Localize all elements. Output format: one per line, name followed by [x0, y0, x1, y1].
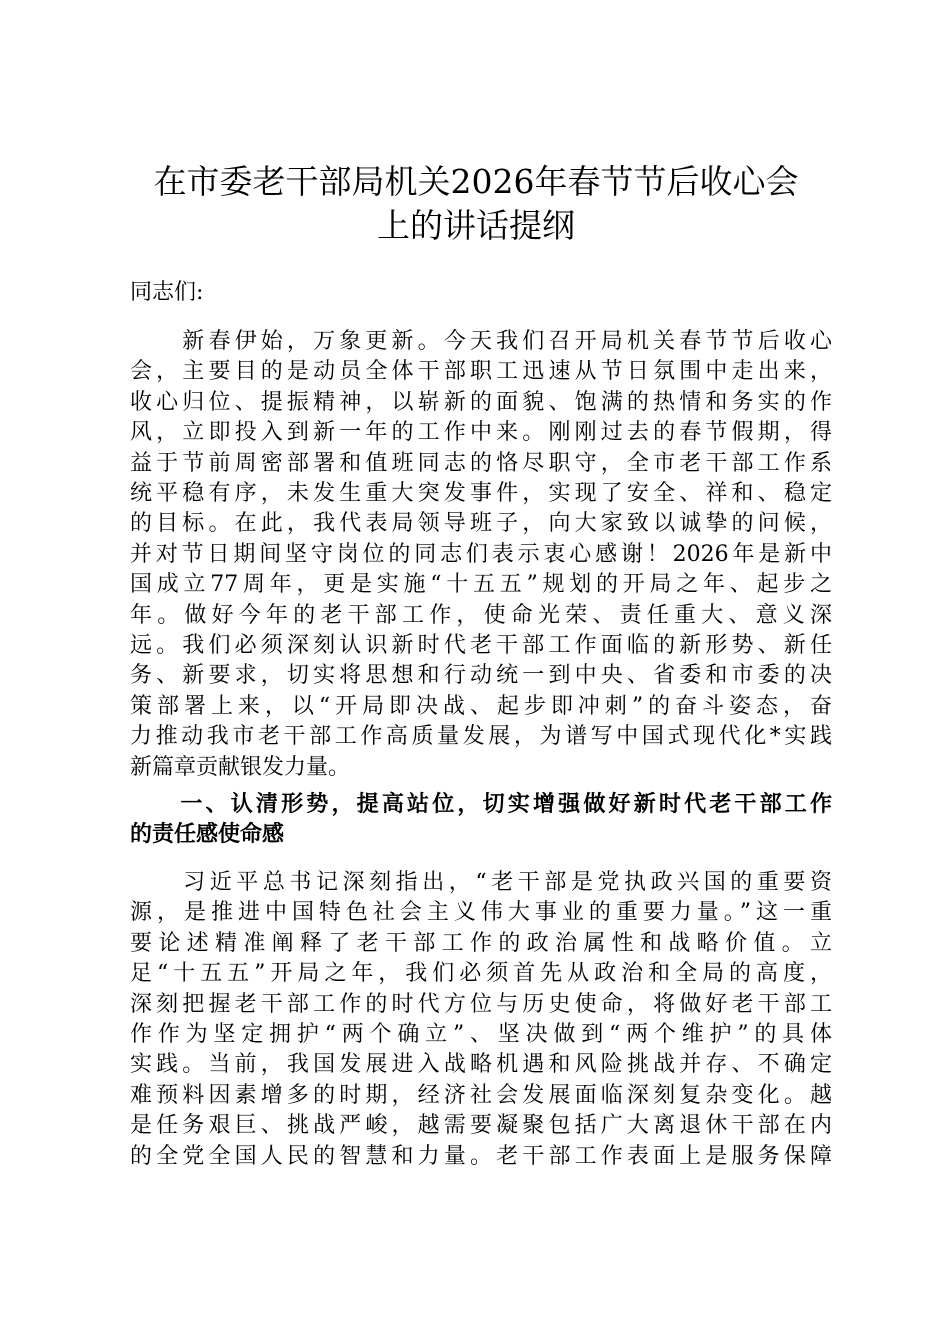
text-line: 实践。当前，我国发展进入战略机遇和风险挑战并存、不确定 [130, 1052, 832, 1078]
text-line: 是任务艰巨、挑战严峻，越需要凝聚包括广大离退休干部在内 [130, 1113, 832, 1139]
text-line: 远。我们必须深刻认识新时代老干部工作面临的新形势、新任 [130, 633, 832, 659]
intro-paragraph [130, 327, 832, 783]
text-line: 深刻把握老干部工作的时代方位与历史使命，将做好老干部工 [130, 991, 832, 1017]
text-line: 作作为坚定拥护“两个确立”、坚决做到“两个维护”的具体 [130, 1022, 832, 1048]
text-line: 统平稳有序，未发生重大突发事件，实现了安全、祥和、稳定 [130, 481, 832, 507]
text-line: 收心归位、提振精神，以崭新的面貌、饱满的热情和务实的作 [130, 389, 832, 415]
text-line: 新篇章贡献银发力量。 [130, 754, 351, 780]
text-line: 足“十五五”开局之年，我们必须首先从政治和全局的高度， [130, 961, 832, 987]
text-line: 的全党全国人民的智慧和力量。老干部工作表面上是服务保障 [130, 1143, 832, 1169]
text-line: 会，主要目的是动员全体干部职工迅速从节日氛围中走出来， [130, 359, 832, 385]
text-line: 难预料因素增多的时期，经济社会发展面临深刻复杂变化。越 [130, 1082, 832, 1108]
text-line: 年。做好今年的老干部工作，使命光荣、责任重大、意义深 [130, 602, 832, 628]
heading-line: 一、认清形势，提高站位，切实增强做好新时代老干部工作 [130, 792, 832, 817]
text-line: 要论述精准阐释了老干部工作的政治属性和战略价值。立 [130, 930, 832, 956]
text-line: 益于节前周密部署和值班同志的恪尽职守，全市老干部工作系 [130, 450, 832, 476]
title-line: 在市委老干部局机关2026年春节节后收心会 [153, 162, 799, 201]
text-line: 并对节日期间坚守岗位的同志们表示衷心感谢！2026年是新中 [130, 541, 832, 567]
section-heading [130, 790, 832, 850]
text-line: 新春伊始，万象更新。今天我们召开局机关春节节后收心 [130, 329, 832, 354]
text-line: 策部署上来，以“开局即决战、起步即冲刺”的奋斗姿态，奋 [130, 693, 832, 719]
document-title [120, 160, 832, 248]
section-paragraph [130, 868, 832, 1172]
text-line: 源，是推进中国特色社会主义伟大事业的重要力量。”这一重 [130, 900, 832, 926]
text-line: 风，立即投入到新一年的工作中来。刚刚过去的春节假期，得 [130, 420, 832, 446]
heading-line: 的责任感使命感 [130, 822, 285, 847]
text-line: 的目标。在此，我代表局领导班子，向大家致以诚挚的问候， [130, 511, 832, 537]
title-line: 上的讲话提纲 [377, 206, 575, 245]
text-line: 务、新要求，切实将思想和行动统一到中央、省委和市委的决 [130, 663, 832, 689]
salutation: 同志们: [130, 280, 204, 305]
text-line: 力推动我市老干部工作高质量发展，为谱写中国式现代化*实践 [130, 724, 832, 750]
text-line: 习近平总书记深刻指出，“老干部是党执政兴国的重要资 [130, 870, 832, 895]
text-line: 国成立77周年，更是实施“十五五”规划的开局之年、起步之 [130, 572, 832, 598]
